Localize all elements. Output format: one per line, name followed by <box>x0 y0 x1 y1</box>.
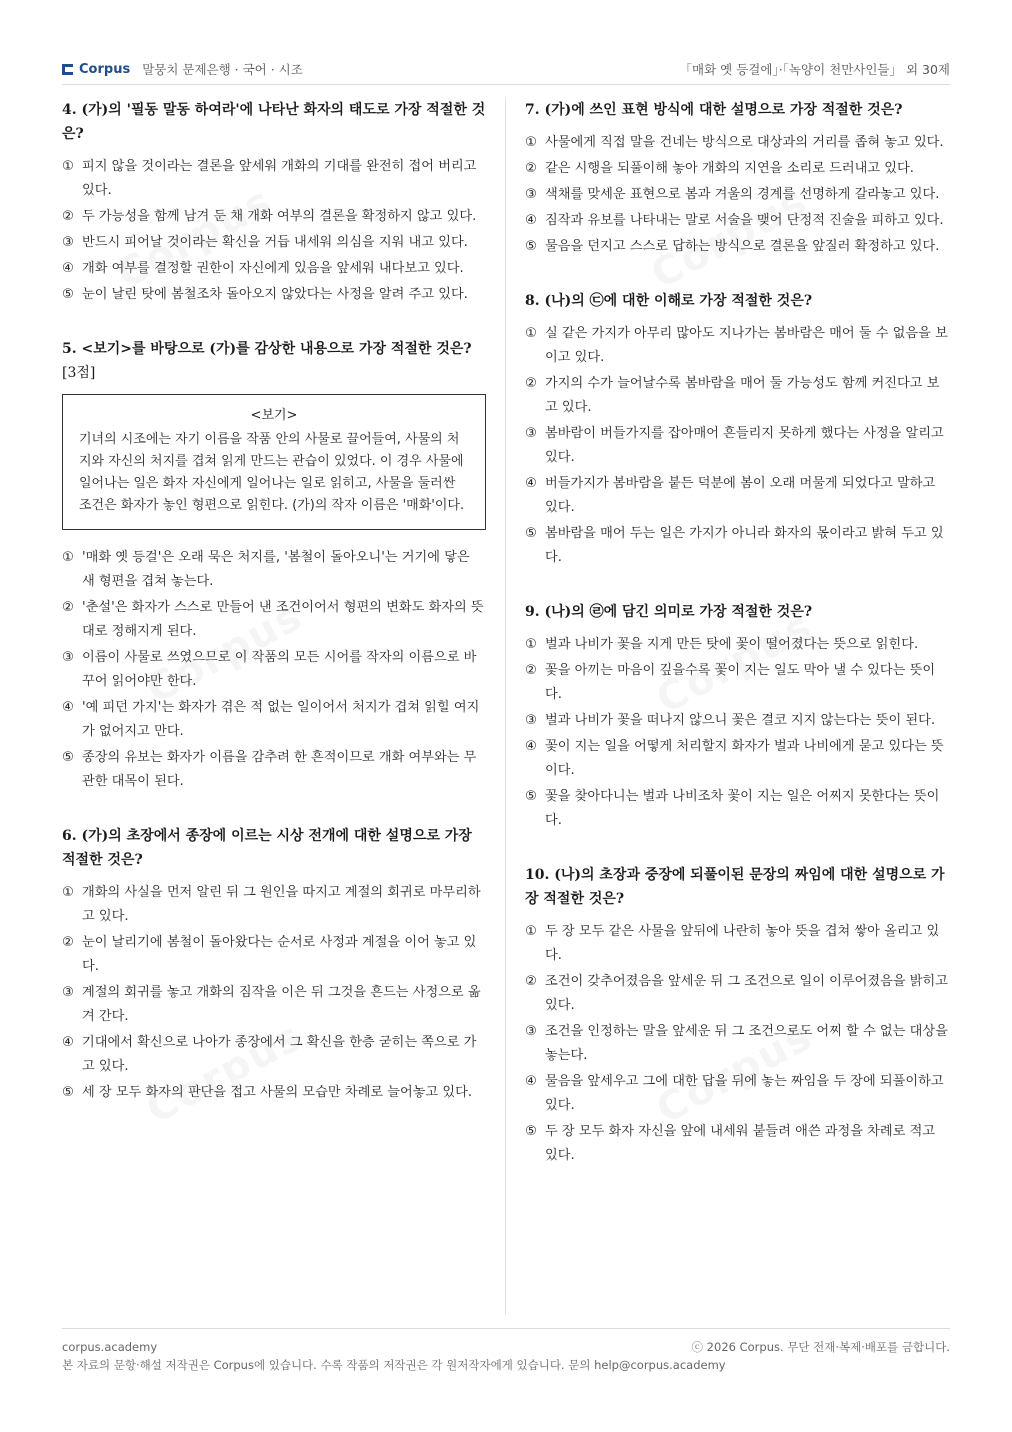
option-text: 기대에서 확신으로 나아가 종장에서 그 확신을 한층 굳히는 쪽으로 가고 있다. <box>82 1035 477 1074</box>
option-number: ⑤ <box>525 239 537 254</box>
option-text: 꽃을 아끼는 마음이 깊을수록 꽃이 지는 일도 막아 낼 수 있다는 뜻이다. <box>545 663 936 702</box>
option-number: ③ <box>525 187 537 202</box>
option-text: 세 장 모두 화자의 판단을 접고 사물의 모습만 차례로 늘어놓고 있다. <box>82 1085 473 1100</box>
answer-option[interactable] <box>525 1070 950 1118</box>
footer-notice: 본 자료의 문항·해설 저작권은 Corpus에 있습니다. 수록 작품의 저작권은 각 원저작자에게 있습니다. 문의 help@corpus.academy <box>62 1358 726 1372</box>
answer-option[interactable] <box>62 596 486 644</box>
option-number: ④ <box>62 261 74 276</box>
option-number: ③ <box>62 985 74 1000</box>
option-text: 두 가능성을 함께 남겨 둔 채 개화 여부의 결론을 확정하지 않고 있다. <box>82 209 477 224</box>
option-text: 짐작과 유보를 나타내는 말로 서술을 맺어 단정적 진술을 피하고 있다. <box>545 213 944 228</box>
question-10 <box>525 863 950 1168</box>
answer-option[interactable] <box>525 735 950 783</box>
answer-option[interactable] <box>525 1020 950 1068</box>
question-title: 6. (가)의 초장에서 종장에 이르는 시상 전개에 대한 설명으로 가장 적절한 것은? <box>62 828 472 868</box>
option-text: 개화 여부를 결정할 권한이 자신에게 있음을 앞세워 내다보고 있다. <box>82 261 464 276</box>
option-number: ① <box>62 885 74 900</box>
answer-option[interactable] <box>62 546 486 594</box>
answer-option[interactable] <box>525 1120 950 1168</box>
option-text: 이름이 사물로 쓰였으므로 이 작품의 모든 시어를 작자의 이름으로 바꾸어 읽어야만 한다. <box>82 650 477 689</box>
option-text: '매화 옛 등걸'은 오래 묵은 처지를, '봄철이 돌아오니'는 거기에 닿은 새 형편을 겹쳐 놓는다. <box>82 550 470 589</box>
option-number: ① <box>525 637 537 652</box>
option-number: ⑤ <box>62 750 74 765</box>
answer-option[interactable] <box>62 155 486 203</box>
option-text: 색채를 맞세운 표현으로 봄과 겨울의 경계를 선명하게 갈라놓고 있다. <box>545 187 940 202</box>
option-text: 사물에게 직접 말을 건네는 방식으로 대상과의 거리를 좁혀 놓고 있다. <box>545 135 944 150</box>
option-number: ② <box>525 376 537 391</box>
answer-option[interactable] <box>525 131 950 155</box>
option-text: 종장의 유보는 화자가 이름을 감추려 한 흔적이므로 개화 여부와는 무관한 대목이 된다. <box>82 750 477 789</box>
answer-option[interactable] <box>525 970 950 1018</box>
option-text: '춘설'은 화자가 스스로 만들어 낸 조건이어서 형편의 변화도 화자의 뜻대로 정해지게 된다. <box>82 600 484 639</box>
option-text: 두 장 모두 화자 자신을 앞에 내세워 붙들려 애쓴 과정을 차례로 적고 있다. <box>545 1124 936 1163</box>
question-6 <box>62 824 486 1105</box>
answer-option[interactable] <box>62 981 486 1029</box>
option-number: ② <box>525 161 537 176</box>
option-text: 실 같은 가지가 아무리 많아도 지나가는 봄바람은 매어 둘 수 없음을 보이고 있다. <box>545 326 948 365</box>
option-text: 눈이 날린 탓에 봄철조차 돌아오지 않았다는 사정을 알려 주고 있다. <box>82 287 468 302</box>
header-subtitle: 말뭉치 문제은행 · 국어 · 시조 <box>142 62 303 77</box>
option-text: 꽃을 찾아다니는 벌과 나비조차 꽃이 지는 일은 어찌지 못한다는 뜻이다. <box>545 789 940 828</box>
question-title: 4. (가)의 '필동 말동 하여라'에 나타난 화자의 태도로 가장 적절한 것은? <box>62 102 486 142</box>
footer-copyright: ⓒ 2026 Corpus. 무단 전재·복제·배포를 금합니다. <box>691 1340 950 1354</box>
option-text: 피지 않을 것이라는 결론을 앞세워 개화의 기대를 완전히 접어 버리고 있다. <box>82 159 477 198</box>
option-text: 가지의 수가 늘어날수록 봄바람을 매어 둘 가능성도 함께 커진다고 보고 있다. <box>545 376 940 415</box>
option-text: 같은 시행을 되풀이해 놓아 개화의 지연을 소리로 드러내고 있다. <box>545 161 914 176</box>
answer-option[interactable] <box>525 322 950 370</box>
option-number: ⑤ <box>62 1085 74 1100</box>
answer-option[interactable] <box>525 472 950 520</box>
answer-option[interactable] <box>525 157 950 181</box>
bogi-title: <보기> <box>250 408 298 423</box>
option-number: ④ <box>525 213 537 228</box>
option-number: ④ <box>62 700 74 715</box>
option-text: 벌과 나비가 꽃을 지게 만든 탓에 꽃이 떨어졌다는 뜻으로 읽힌다. <box>545 637 919 652</box>
option-number: ④ <box>525 1074 537 1089</box>
header-work-title: 「매화 옛 등걸에」·「녹양이 천만사인들」 외 30제 <box>679 62 950 77</box>
option-text: 봄바람을 매어 두는 일은 가지가 아니라 화자의 몫이라고 밝혀 두고 있다. <box>545 526 944 565</box>
option-text: 개화의 사실을 먼저 알린 뒤 그 원인을 따지고 계절의 회귀로 마무리하고 있다. <box>82 885 481 924</box>
bogi-text: 기녀의 시조에는 자기 이름을 작품 안의 사물로 끌어들여, 사물의 처지와 자신의 처지를 겹쳐 읽게 만드는 관습이 있었다. 이 경우 사물에 일어나는 일은 화자 자신에게 일어나는 일로 읽히고, 사물을 둘러싼 조건은 화자가 놓인 형편으로 읽힌다. (가)의 작자 이름은 '매화'이다. <box>79 432 465 513</box>
footer-site-link[interactable]: corpus.academy <box>62 1340 158 1354</box>
option-text: 벌과 나비가 꽃을 떠나지 않으니 꽃은 결코 지지 않는다는 뜻이 된다. <box>545 713 936 728</box>
option-number: ② <box>62 935 74 950</box>
answer-option[interactable] <box>62 696 486 744</box>
option-text: 계절의 회귀를 놓고 개화의 짐작을 이은 뒤 그것을 흔드는 사정으로 옮겨 간다. <box>82 985 481 1024</box>
question-title: 10. (나)의 초장과 중장에 되풀이된 문장의 짜임에 대한 설명으로 가장 적절한 것은? <box>525 867 945 907</box>
question-8 <box>525 289 950 570</box>
answer-option[interactable] <box>62 257 486 281</box>
option-number: ④ <box>525 476 537 491</box>
question-title: 7. (가)에 쓰인 표현 방식에 대한 설명으로 가장 적절한 것은? <box>525 102 903 118</box>
footer-divider <box>62 1328 950 1329</box>
option-number: ⑤ <box>525 789 537 804</box>
option-text: 버들가지가 봄바람을 붙든 덕분에 봄이 오래 머물게 되었다고 말하고 있다. <box>545 476 936 515</box>
option-text: 꽃이 지는 일을 어떻게 처리할지 화자가 벌과 나비에게 묻고 있다는 뜻이다. <box>545 739 944 778</box>
answer-option[interactable] <box>62 1031 486 1079</box>
answer-option[interactable] <box>525 235 950 259</box>
option-number: ② <box>62 600 74 615</box>
option-text: 봄바람이 버들가지를 잡아매어 흔들리지 못하게 했다는 사정을 알리고 있다. <box>545 426 944 465</box>
option-text: 반드시 피어날 것이라는 확신을 거듭 내세워 의심을 지워 내고 있다. <box>82 235 468 250</box>
answer-option[interactable] <box>62 881 486 929</box>
option-number: ③ <box>525 1024 537 1039</box>
option-number: ② <box>525 974 537 989</box>
option-text: 두 장 모두 같은 사물을 앞뒤에 나란히 놓아 뜻을 겹쳐 쌓아 올리고 있다. <box>545 924 940 963</box>
header-divider <box>62 84 950 85</box>
question-title: 8. (나)의 ㉢에 대한 이해로 가장 적절한 것은? <box>525 293 813 309</box>
answer-option[interactable] <box>62 646 486 694</box>
question-score: [3점] <box>62 365 96 381</box>
option-number: ⑤ <box>525 526 537 541</box>
option-number: ③ <box>525 426 537 441</box>
answer-option[interactable] <box>525 422 950 470</box>
answer-option[interactable] <box>525 183 950 207</box>
option-number: ① <box>525 924 537 939</box>
option-number: ③ <box>62 650 74 665</box>
option-text: 조건을 인정하는 말을 앞세운 뒤 그 조건으로도 어찌 할 수 없는 대상을 놓는다. <box>545 1024 948 1063</box>
question-5 <box>62 337 486 794</box>
option-text: 물음을 앞세우고 그에 대한 답을 뒤에 놓는 짜임을 두 장에 되풀이하고 있다. <box>545 1074 944 1113</box>
brand <box>62 60 303 78</box>
answer-option[interactable] <box>525 372 950 420</box>
option-number: ① <box>525 326 537 341</box>
page-footer <box>62 1338 950 1374</box>
option-number: ① <box>525 135 537 150</box>
answer-option[interactable] <box>525 633 950 657</box>
question-title-text: 5. <보기>를 바탕으로 (가)를 감상한 내용으로 가장 적절한 것은? <box>62 341 472 357</box>
column-divider <box>505 98 506 1315</box>
question-4 <box>62 98 486 307</box>
answer-option[interactable] <box>525 522 950 570</box>
corpus-logo-icon <box>62 64 73 75</box>
answer-option[interactable] <box>62 205 486 229</box>
option-number: ② <box>62 209 74 224</box>
question-title <box>62 337 486 385</box>
answer-option[interactable] <box>525 920 950 968</box>
option-number: ① <box>62 550 74 565</box>
question-title: 9. (나)의 ㉣에 담긴 의미로 가장 적절한 것은? <box>525 604 813 620</box>
option-number: ④ <box>62 1035 74 1050</box>
option-number: ⑤ <box>62 287 74 302</box>
answer-option[interactable] <box>525 209 950 233</box>
answer-option[interactable] <box>62 283 486 307</box>
option-number: ④ <box>525 739 537 754</box>
right-column <box>525 98 950 1198</box>
answer-option[interactable] <box>62 1081 486 1105</box>
option-text: 눈이 날리기에 봄철이 돌아왔다는 순서로 사정과 계절을 이어 놓고 있다. <box>82 935 477 974</box>
page-header <box>62 58 950 80</box>
question-7 <box>525 98 950 259</box>
brand-name: Corpus <box>79 61 131 77</box>
answer-option[interactable] <box>62 746 486 794</box>
option-number: ① <box>62 159 74 174</box>
answer-option[interactable] <box>62 931 486 979</box>
left-column <box>62 98 486 1135</box>
option-number: ② <box>525 663 537 678</box>
answer-option[interactable] <box>62 231 486 255</box>
option-number: ③ <box>62 235 74 250</box>
question-9 <box>525 600 950 833</box>
option-number: ⑤ <box>525 1124 537 1139</box>
answer-option[interactable] <box>525 709 950 733</box>
answer-option[interactable] <box>525 659 950 707</box>
option-text: '예 피던 가지'는 화자가 겪은 적 없는 일이어서 처지가 겹쳐 읽힐 여지가 없어지고 만다. <box>82 700 480 739</box>
option-number: ③ <box>525 713 537 728</box>
bogi-box <box>62 394 486 530</box>
answer-option[interactable] <box>525 785 950 833</box>
option-text: 물음을 던지고 스스로 답하는 방식으로 결론을 앞질러 확정하고 있다. <box>545 239 940 254</box>
option-text: 조건이 갖추어졌음을 앞세운 뒤 그 조건으로 일이 이루어졌음을 밝히고 있다. <box>545 974 948 1013</box>
